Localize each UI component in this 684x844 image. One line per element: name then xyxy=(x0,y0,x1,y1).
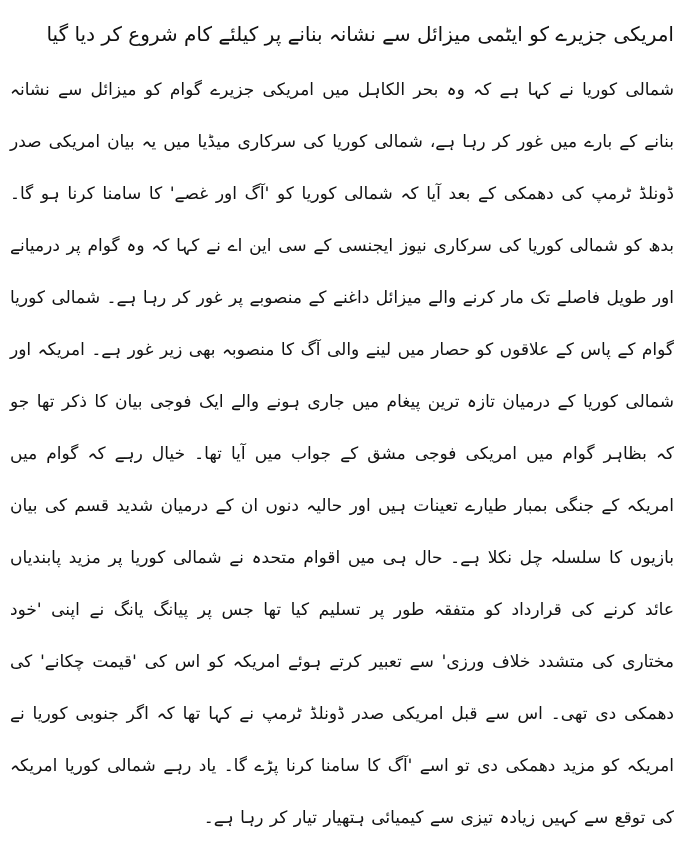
article-headline: امریکی جزیرے کو ایٹمی میزائل سے نشانہ بنانے پر کیلئے کام شروع کر دیا گیا xyxy=(46,22,674,46)
article-body-paragraph: شمالی کوریا نے کہا ہے کہ وہ بحر الکاہل میں امریکی جزیرے گوام کو میزائل سے نشانہ بنانے کے بارے میں غور کر رہا ہے، شمالی کوریا کی سرکاری میڈیا میں یہ بیان امریکی صدر ڈونلڈ ٹرمپ کی دھمکی کے بعد آیا کہ شمالی کوریا کو 'آگ اور غصے' کا سامنا کرنا ہو گا۔ بدھ کو شمالی کوریا کی سرکاری نیوز ایجنسی کے سی این اے نے کہا کہ وہ گوام پر درمیانے اور طویل فاصلے تک مار کرنے والے میزائل داغنے کے منصوبے پر غور کر رہا ہے۔ شمالی کوریا گوام کے پاس کے علاقوں کو حصار میں لینے والی آگ کا منصوبہ بھی زیر غور ہے۔ امریکہ اور شمالی کوریا کے درمیان تازہ ترین پیغام میں جاری ہونے والے ایک فوجی بیان کا ذکر تھا جو کہ بظاہر گوام میں امریکی فوجی مشق کے جواب میں آیا تھا۔ خیال رہے کہ گوام میں امریکہ کے جنگی بمبار طیارے تعینات ہیں اور حالیہ دنوں ان کے درمیان شدید قسم کی بیان بازیوں کا سلسلہ چل نکلا ہے۔ حال ہی میں اقوام متحدہ نے شمالی کوریا پر مزید پابندیاں عائد کرنے کی قرارداد کو متفقہ طور پر تسلیم کیا تھا جس پر پیانگ یانگ نے اپنی 'خود مختاری کی متشدد خلاف ورزی' سے تعبیر کرتے ہوئے امریکہ کو اس کی 'قیمت چکانے' کی دھمکی دی تھی۔ اس سے قبل امریکی صدر ڈونلڈ ٹرمپ نے کہا تھا کہ اگر جنوبی کوریا نے امریکہ کو مزید دھمکی دی تو اسے 'آگ کا سامنا کرنا پڑے گا۔ یاد رہے شمالی کوریا امریکہ کی توقع سے کہیں زیادہ تیزی سے کیمیائی ہتھیار تیار کر رہا ہے۔ xyxy=(10,80,674,828)
